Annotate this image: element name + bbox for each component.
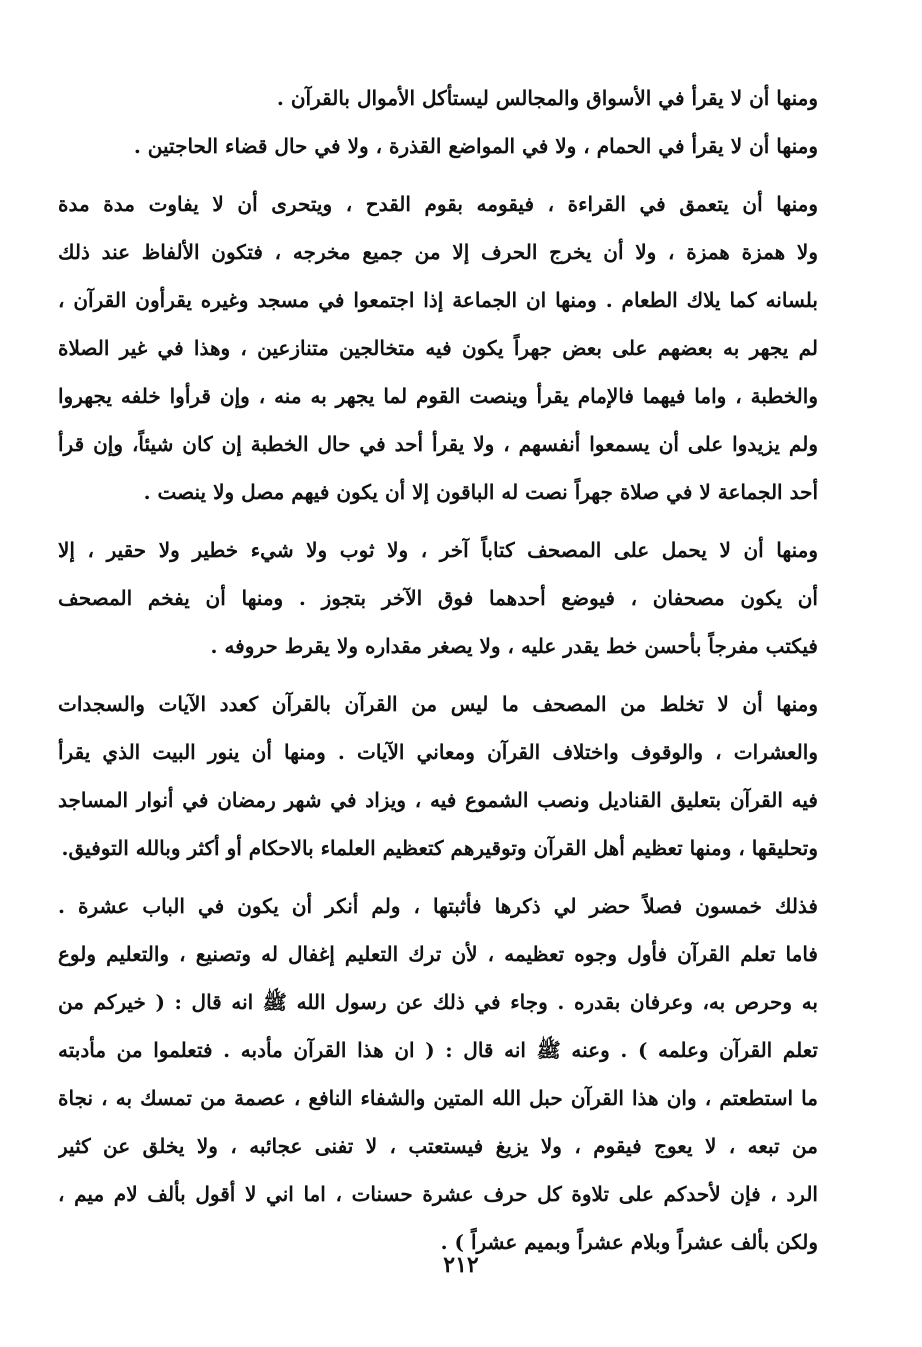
text-line: لم يجهر به بعضهم على بعض جهراً يكون فيه متخالجين متنازعين ، وهذا في غير الصلاة <box>58 336 818 360</box>
paragraph <box>58 180 818 516</box>
text-line: فيه القرآن بتعليق القناديل ونصب الشموع فيه ، ويزاد في شهر رمضان في أنوار المساجد <box>58 788 818 812</box>
text-line: من تبعه ، لا يعوج فيقوم ، ولا يزيغ فيستعتب ، لا تفنى عجائبه ، ولا يخلق عن كثير <box>58 1134 818 1158</box>
text-line: ولا همزة همزة ، ولا أن يخرج الحرف إلا من جميع مخرجه ، فتكون الألفاظ عند ذلك <box>58 240 818 264</box>
paragraph <box>58 680 818 872</box>
text-line: فيكتب مفرجاً بأحسن خط يقدر عليه ، ولا يصغر مقداره ولا يقرط حروفه . <box>210 634 818 658</box>
text-line: ومنها أن يتعمق في القراءة ، فيقومه بقوم القدح ، ويتحرى أن لا يفاوت مدة مدة <box>58 192 818 216</box>
body-text <box>58 74 818 1266</box>
text-line: ولم يزيدوا على أن يسمعوا أنفسهم ، ولا يقرأ أحد في حال الخطبة إن كان شيئاً، وإن قرأ <box>58 432 818 456</box>
text-line: ومنها أن لا يقرأ في الحمام ، ولا في المواضع القذرة ، ولا في حال قضاء الحاجتين . <box>133 134 818 158</box>
text-line: تعلم القرآن وعلمه ) . وعنه ﷺ انه قال : ( ان هذا القرآن مأدبه . فتعلموا من مأدبته <box>58 1038 818 1062</box>
page-number: ٢١٢ <box>443 1252 479 1278</box>
text-line: ولكن بألف عشراً وبلام عشراً وبميم عشراً ) . <box>440 1230 818 1254</box>
text-line: فاما تعلم القرآن فأول وجوه تعظيمه ، لأن ترك التعليم إغفال له وتصنيع ، والتعليم ولوع <box>58 942 818 966</box>
paragraph <box>58 882 818 1266</box>
text-line: الرد ، فإن لأحدكم على تلاوة كل حرف عشرة حسنات ، اما اني لا أقول بألف لام ميم ، <box>58 1182 818 1206</box>
text-line: بلسانه كما يلاك الطعام . ومنها ان الجماعة إذا اجتمعوا في مسجد وغيره يقرأون القرآن ، <box>58 288 818 312</box>
text-line: وتحليقها ، ومنها تعظيم أهل القرآن وتوقيرهم كتعظيم العلماء بالاحكام أو أكثر وبالله التوفيق. <box>61 836 818 860</box>
text-line: ومنها أن لا تخلط من المصحف ما ليس من القرآن بالقرآن كعدد الآيات والسجدات <box>58 692 818 716</box>
paragraph <box>58 122 818 170</box>
text-line: ومنها أن لا يحمل على المصحف كتاباً آخر ، ولا ثوب ولا شيء خطير ولا حقير ، إلا <box>58 538 818 562</box>
paragraph <box>58 526 818 670</box>
text-line: أحد الجماعة لا في صلاة جهراً نصت له الباقون إلا أن يكون فيهم مصل ولا ينصت . <box>143 480 818 504</box>
text-line: والخطبة ، واما فيهما فالإمام يقرأ وينصت القوم لما يجهر به منه ، وإن قرأوا خلفه يجهروا <box>58 384 818 408</box>
paragraph <box>58 74 818 122</box>
text-line: ومنها أن لا يقرأ في الأسواق والمجالس ليستأكل الأموال بالقرآن . <box>276 86 818 110</box>
text-line: أن يكون مصحفان ، فيوضع أحدهما فوق الآخر بتجوز . ومنها أن يفخم المصحف <box>58 586 818 610</box>
text-line: به وحرص به، وعرفان بقدره . وجاء في ذلك عن رسول الله ﷺ انه قال : ( خيركم من <box>58 990 818 1014</box>
paragraph-gap <box>58 872 818 882</box>
paragraph-gap <box>58 170 818 180</box>
text-line: فذلك خمسون فصلاً حضر لي ذكرها فأثبتها ، ولم أنكر أن يكون في الباب عشرة . <box>58 894 818 918</box>
text-line: والعشرات ، والوقوف واختلاف القرآن ومعاني الآيات . ومنها أن ينور البيت الذي يقرأ <box>58 740 818 764</box>
paragraph-gap <box>58 516 818 526</box>
paragraph-gap <box>58 670 818 680</box>
text-line: ما استطعتم ، وان هذا القرآن حبل الله المتين والشفاء النافع ، عصمة من تمسك به ، نجاة <box>58 1086 818 1110</box>
